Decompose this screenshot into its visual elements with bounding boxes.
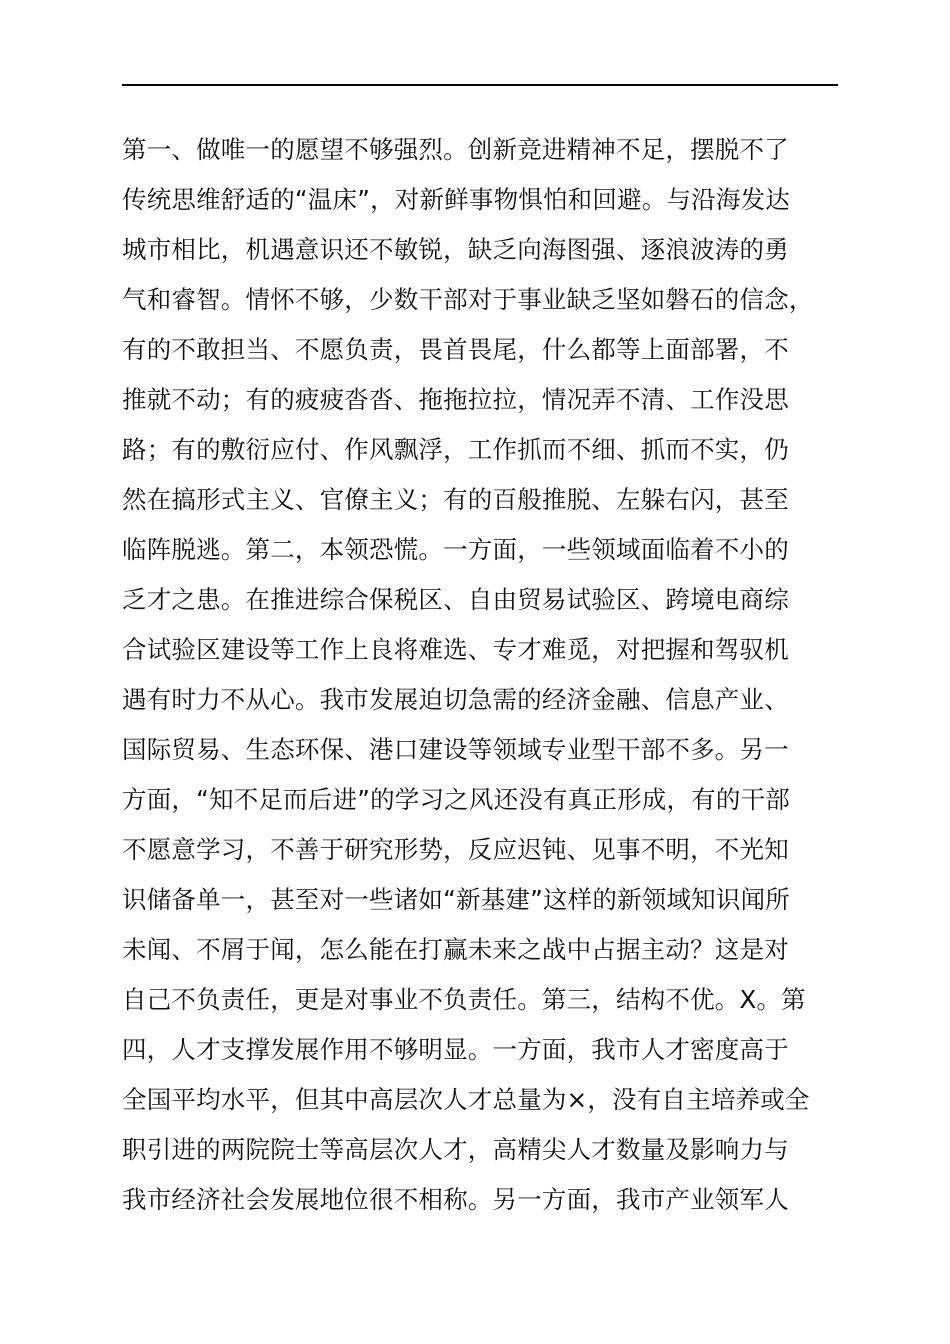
text-line: 遇有时力不从心。我市发展迫切急需的经济金融、信息产业、 — [122, 685, 789, 714]
text-line: 四，人才支撑发展作用不够明显。一方面，我市人才密度高于 — [122, 1035, 789, 1064]
text-line: 推就不动；有的疲疲沓沓、拖拖拉拉，情况弄不清、工作没思 — [122, 385, 789, 414]
text-line: 有的不敢担当、不愿负责，畏首畏尾，什么都等上面部署，不 — [122, 335, 789, 364]
text-line: 不愿意学习，不善于研究形势，反应迟钝、见事不明，不光知 — [122, 835, 789, 864]
text-line: 我市经济社会发展地位很不相称。另一方面，我市产业领军人 — [122, 1185, 789, 1214]
text-line: 路；有的敷衍应付、作风飘浮，工作抓而不细、抓而不实，仍 — [122, 435, 789, 464]
text-line: 职引进的两院院士等高层次人才，高精尖人才数量及影响力与 — [122, 1135, 789, 1164]
text-line: 临阵脱逃。第二，本领恐慌。一方面，一些领域面临着不小的 — [122, 535, 789, 564]
text-line: 国际贸易、生态环保、港口建设等领域专业型干部不多。另一 — [122, 735, 789, 764]
text-line: 气和睿智。情怀不够，少数干部对于事业缺乏坚如磐石的信念， — [122, 285, 814, 314]
text-line: 传统思维舒适的“温床”，对新鲜事物惧怕和回避。与沿海发达 — [122, 185, 790, 214]
text-line: 第一、做唯一的愿望不够强烈。创新竞进精神不足，摆脱不了 — [122, 135, 789, 164]
text-line: 全国平均水平，但其中高层次人才总量为×，没有自主培养或全 — [122, 1085, 810, 1114]
header-rule — [122, 84, 838, 86]
text-line: 方面，“知不足而后进”的学习之风还没有真正形成，有的干部 — [122, 785, 790, 814]
text-line: 合试验区建设等工作上良将难选、专才难觅，对把握和驾驭机 — [122, 635, 789, 664]
text-line: 自己不负责任，更是对事业不负责任。第三，结构不优。X。第 — [122, 985, 806, 1014]
text-line: 乏才之患。在推进综合保税区、自由贸易试验区、跨境电商综 — [122, 585, 789, 614]
text-line: 识储备单一，甚至对一些诸如“新基建”这样的新领域知识闻所 — [122, 885, 790, 914]
text-line: 城市相比，机遇意识还不敏锐，缺乏向海图强、逐浪波涛的勇 — [122, 235, 789, 264]
document-body — [122, 125, 862, 1225]
text-line: 未闻、不屑于闻，怎么能在打赢未来之战中占据主动？这是对 — [122, 935, 789, 964]
text-line: 然在搞形式主义、官僚主义；有的百般推脱、左躲右闪，甚至 — [122, 485, 789, 514]
